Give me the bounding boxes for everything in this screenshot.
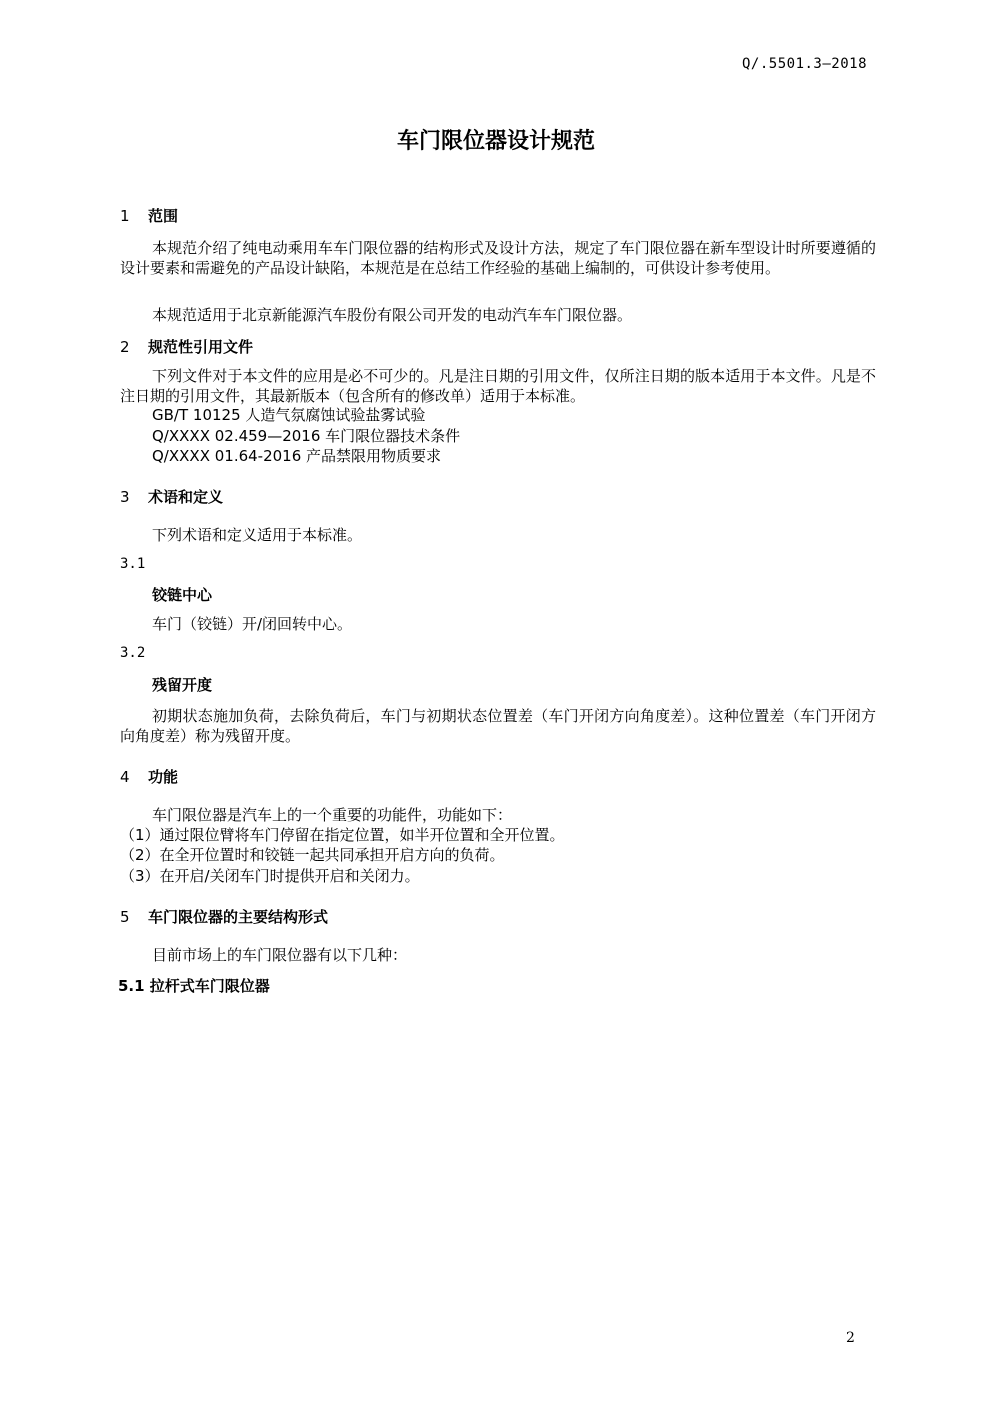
section-3-heading bbox=[120, 486, 223, 507]
section-4-heading bbox=[120, 766, 178, 787]
section-4-paragraph-1: 车门限位器是汽车上的一个重要的功能件，功能如下： bbox=[152, 806, 513, 824]
section-1-paragraph-2: 本规范适用于北京新能源汽车股份有限公司开发的电动汽车车门限位器。 bbox=[152, 306, 633, 324]
section-2-heading bbox=[120, 336, 253, 357]
section-title: 车门限位器的主要结构形式 bbox=[148, 908, 329, 926]
term-name: 残留开度 bbox=[152, 676, 213, 694]
document-title: 车门限位器设计规范 bbox=[396, 129, 595, 154]
page-number: 2 bbox=[846, 1330, 855, 1346]
section-number: 4 bbox=[120, 768, 130, 786]
section-5-paragraph-1: 目前市场上的车门限位器有以下几种： bbox=[152, 946, 408, 964]
reference-item: GB/T 10125 人造气氛腐蚀试验盐雾试验 bbox=[152, 406, 426, 424]
section-2-paragraph-1: 下列文件对于本文件的应用是必不可少的。凡是注日期的引用文件，仅所注日期的版本适用于本文件。凡是不注日期的引用文件，其最新版本（包含所有的修改单）适用于本标准。 bbox=[120, 367, 876, 405]
subsection-5-1-heading: 5.1 拉杆式车门限位器 bbox=[118, 977, 270, 995]
reference-item: Q/XXXX 02.459—2016 车门限位器技术条件 bbox=[152, 427, 461, 445]
section-1-paragraph-1: 本规范介绍了纯电动乘用车车门限位器的结构形式及设计方法，规定了车门限位器在新车型设计时所要遵循的设计要素和需避免的产品设计缺陷，本规范是在总结工作经验的基础上编制的，可供设计参考使用。 bbox=[120, 239, 876, 277]
section-title: 范围 bbox=[148, 207, 179, 225]
section-5-heading bbox=[120, 906, 328, 927]
function-item: （1）通过限位臂将车门停留在指定位置，如半开位置和全开位置。 bbox=[120, 826, 565, 844]
section-1-heading bbox=[120, 205, 178, 226]
section-title: 功能 bbox=[148, 768, 179, 786]
term-definition: 车门（铰链）开/闭回转中心。 bbox=[152, 615, 353, 633]
section-title: 规范性引用文件 bbox=[148, 338, 254, 356]
section-title: 术语和定义 bbox=[148, 488, 224, 506]
section-3-paragraph-1: 下列术语和定义适用于本标准。 bbox=[152, 526, 363, 544]
section-number: 1 bbox=[120, 207, 130, 225]
reference-item: Q/XXXX 01.64-2016 产品禁限用物质要求 bbox=[152, 447, 442, 465]
term-definition: 初期状态施加负荷，去除负荷后，车门与初期状态位置差（车门开闭方向角度差）。这种位置差（车门开闭方向角度差）称为残留开度。 bbox=[120, 707, 876, 745]
function-item: （2）在全开位置时和铰链一起共同承担开启方向的负荷。 bbox=[120, 846, 505, 864]
term-number: 3.2 bbox=[120, 645, 146, 661]
function-item: （3）在开启/关闭车门时提供开启和关闭力。 bbox=[120, 867, 420, 885]
term-name: 铰链中心 bbox=[152, 586, 213, 604]
section-number: 3 bbox=[120, 488, 130, 506]
standard-code: Q/.5501.3—2018 bbox=[742, 56, 868, 72]
term-number: 3.1 bbox=[120, 556, 146, 572]
section-number: 2 bbox=[120, 338, 130, 356]
section-number: 5 bbox=[120, 908, 130, 926]
